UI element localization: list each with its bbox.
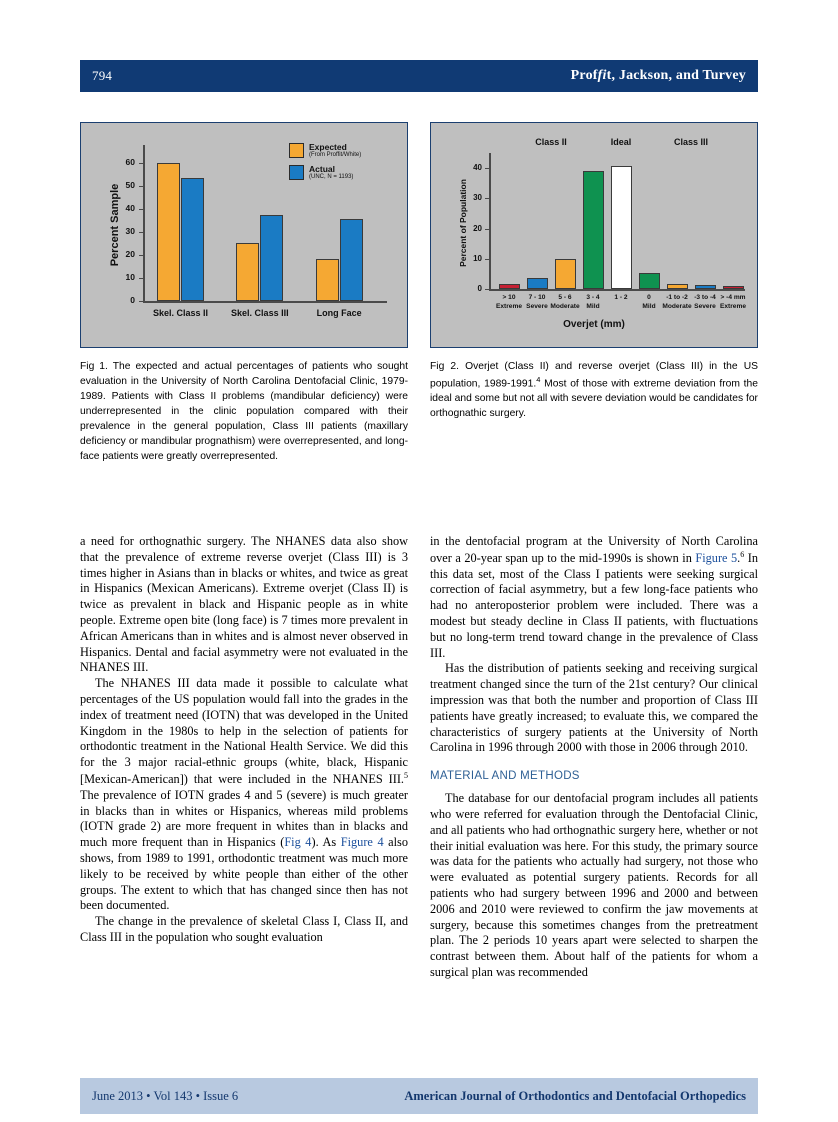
figure-2-caption <box>430 360 758 422</box>
fig2-category-label-line1: 5 - 6 <box>558 294 572 301</box>
fig1-category-label: Long Face <box>316 308 362 318</box>
fig2-y-tick-label: 0 <box>477 284 482 293</box>
fig1-y-tick <box>139 186 143 187</box>
fig1-bar <box>181 178 204 301</box>
fig1-category-label: Skel. Class II <box>152 308 209 318</box>
paragraph-text: also shows, from 1989 to 1991, orthodontic treatment was much more likely to be received by white people than either of the other groups. The extent to which that has changed since then has not been documented. <box>80 835 408 913</box>
fig1-legend-title: Expected <box>309 142 347 152</box>
figure-2-caption-part1: Fig 2. Overjet (Class II) and reverse overjet (Class III) in the US population, 1989-1991. <box>430 361 758 390</box>
paragraph-text: The database for our dentofacial program includes all patients who were referred for evaluation through the Dentofacial Clinic, and all patients who had orthognathic surgery here, whether or not their initial evaluation was here. For this study, the primary source was data for the patients who actually had surgery, not those who were evaluated as potential surgery patients. Records for all patients who had surgery between 1996 and 2000 and between 2006 and 2010 were reviewed to confirm the jaw movements at surgery, because this sometimes changes from the pretreatment plan. The 2 periods 10 years apart were selected to sharpen the contrast between them. About half of the patients for whom a surgical plan was recommended <box>430 791 758 980</box>
authors-prefix: Prof <box>570 68 598 83</box>
paragraph-text: . <box>737 550 741 565</box>
fig1-legend-text <box>309 165 353 180</box>
fig2-y-tick-label: 30 <box>473 193 482 203</box>
fig2-bar <box>695 285 716 289</box>
fig2-bar <box>639 273 660 289</box>
fig1-bar <box>236 243 259 301</box>
paragraph <box>430 661 758 756</box>
fig2-y-tick <box>485 198 489 199</box>
fig2-y-tick <box>485 259 489 260</box>
fig2-y-tick <box>485 289 489 290</box>
fig2-category-label-line1: > 10 <box>502 294 516 301</box>
paragraph-text: The prevalence of IOTN grades 4 and 5 (severe) is much greater in blacks than in whites or Hispanics, whereas mild problems (IOTN grade 2) are more frequent in whites than in blacks and much more frequent than in Hispanics ( <box>80 787 408 850</box>
figure-xref[interactable]: Figure 5 <box>695 550 738 565</box>
paragraph-text: Has the distribution of patients seeking and receiving surgical treatment changed since the turn of the 21st century? Our clinical impression was that both the number and proportion of Class III patients have greatly increased; to evaluate this, we compared the characteristics of surgery patients at the University of North Carolina in 1996 through 2000 with those in 2006 through 2010. <box>430 661 758 755</box>
fig1-y-tick-label: 40 <box>125 202 135 213</box>
fig1-legend-title: Actual <box>309 164 335 175</box>
fig1-y-tick <box>139 209 143 210</box>
authors-suffix: t, Jackson, and Turvey <box>606 68 746 83</box>
fig1-y-tick <box>139 163 143 164</box>
footer-issue: June 2013 • Vol 143 • Issue 6 <box>92 1088 239 1103</box>
fig1-legend-swatch <box>289 143 304 158</box>
fig1-y-tick-label: 10 <box>125 271 135 282</box>
figure-2-chart <box>431 123 757 347</box>
figure-xref[interactable]: Figure 4 <box>340 835 384 850</box>
fig2-category-label-line1: > -4 mm <box>720 294 746 301</box>
page-number: 794 <box>92 68 113 83</box>
fig2-group-label: Class II <box>535 137 567 147</box>
paragraph <box>430 791 758 981</box>
fig1-y-tick-label: 30 <box>125 225 135 236</box>
fig1-y-tick <box>139 301 143 302</box>
fig2-y-tick-label: 40 <box>473 163 482 173</box>
figure-2-caption-part2: Most of those with extreme deviation from the ideal and some but not all with severe deviation would be candidates for orthognathic surgery. <box>430 378 759 420</box>
fig2-x-axis <box>489 289 745 291</box>
citation-ref: 5 <box>404 770 408 780</box>
fig2-bar <box>611 166 632 289</box>
fig1-x-axis <box>143 301 387 303</box>
fig2-bar <box>555 259 576 289</box>
fig2-category-label-line1: -3 to -4 <box>694 294 716 301</box>
figure-xref[interactable]: Fig 4 <box>284 835 312 850</box>
fig2-category-label-line2: Mild <box>642 302 656 310</box>
section-heading: MATERIAL AND METHODS <box>430 770 580 783</box>
paragraph-text: The change in the prevalence of skeletal Class I, Class II, and Class III in the population who sought evaluation <box>80 914 408 945</box>
figure-1-chart <box>81 123 407 347</box>
figures-row <box>80 122 758 464</box>
figure-1 <box>80 122 408 464</box>
fig1-y-tick <box>139 278 143 279</box>
fig1-category-label: Skel. Class III <box>231 308 289 318</box>
running-head <box>80 60 758 92</box>
paragraph-text: in the dentofacial program at the University of North Carolina over a 20-year span up to the mid-1990s is shown in <box>430 534 758 565</box>
fig2-category-label-line2: Severe <box>526 302 548 310</box>
fig1-bar <box>260 215 283 301</box>
fig1-y-tick <box>139 255 143 256</box>
fig2-category-label-line1: 7 - 10 <box>528 294 546 301</box>
footer-journal-title: American Journal of Orthodontics and Dentofacial Orthopedics <box>404 1088 746 1103</box>
right-column <box>430 534 758 1039</box>
running-head-authors <box>571 68 746 84</box>
fig2-category-label-line2: Mild <box>586 302 600 310</box>
fig2-y-axis-title: Percent of Population <box>458 179 468 267</box>
fig2-bar <box>667 284 688 289</box>
fig2-category-label-line2: Severe <box>694 302 716 310</box>
fig1-y-axis <box>143 145 145 301</box>
fig2-category-label-line2: Extreme <box>495 302 523 310</box>
figure-2-caption-ref: 4 <box>536 374 541 384</box>
fig1-legend-subtitle: (UNC, N = 1193) <box>309 174 354 181</box>
fig2-category-label-line1: 3 - 4 <box>586 294 600 301</box>
fig2-category-label <box>716 294 750 312</box>
paragraph-text: ). As <box>311 835 341 850</box>
fig1-legend-item <box>289 143 361 158</box>
paragraph <box>80 534 408 676</box>
fig1-legend <box>289 143 361 187</box>
fig2-bar <box>723 286 744 289</box>
fig1-legend-item <box>289 165 361 180</box>
fig1-legend-text <box>309 143 361 158</box>
paragraph-text: In this data set, most of the Class I patients were seeking surgical correction of facial asymmetry, but a few long-face patients who had no anteroposterior problem were included. There was a modest but steady decline in Class II patients, with fluctuations but no long-term trend toward change in the prevalence of Class III. <box>430 550 758 660</box>
fig1-y-tick-label: 0 <box>130 295 135 305</box>
fig1-bar <box>340 219 363 301</box>
fig2-y-axis <box>489 153 491 289</box>
body-columns <box>80 534 758 1039</box>
fig1-bar <box>157 163 180 301</box>
page-footer <box>80 1078 758 1114</box>
fig2-group-label: Class III <box>673 137 709 147</box>
fig2-category-label-line2: Moderate <box>662 302 692 310</box>
paragraph <box>80 914 408 946</box>
fig2-category-label-line1: 0 <box>647 294 651 301</box>
fig2-category-label-line2: Moderate <box>550 302 580 310</box>
figure-2 <box>430 122 758 464</box>
citation-ref: 6 <box>740 549 745 559</box>
fig1-legend-swatch <box>289 165 304 180</box>
fig1-legend-subtitle: (From Proffit/White) <box>309 151 362 158</box>
fig1-y-tick-label: 60 <box>125 156 135 167</box>
paragraph <box>430 534 758 661</box>
figure-1-caption: Fig 1. The expected and actual percentages of patients who sought evaluation in the University of North Carolina Dentofacial Clinic, 1979-1989. Patients with Class II problems (mandibular deficiency) were underrepresented in the clinic population compared with their prevalence in the general population, Class III patients (maxillary deficiency or mandibular prognathism) were overrepresented, and long-face patients were greatly overrepresented. <box>80 361 408 462</box>
fig2-category-label-line1: 1 - 2 <box>614 294 628 301</box>
fig2-group-label: Ideal <box>610 137 632 147</box>
fig2-category-label-line1: -1 to -2 <box>666 294 688 301</box>
fig1-y-tick-label: 50 <box>125 179 135 190</box>
figure-2-frame <box>430 122 758 348</box>
figure-1-frame <box>80 122 408 348</box>
left-column <box>80 534 408 1039</box>
fig2-y-tick <box>485 168 489 169</box>
fig1-y-tick-label: 20 <box>125 248 135 259</box>
fig2-bar <box>499 284 520 289</box>
fig2-category-label-line2: Extreme <box>719 302 747 310</box>
authors-italic: fi <box>597 68 607 83</box>
paragraph-text: a need for orthognathic surgery. The NHANES data also show that the prevalence of extreme reverse overjet (Class III) is 3 times higher in Asians than in blacks or whites, and twice as great in Hispanics (Mexican Americans). Extreme overjet (Class II) is twice as prevalent in black and Hispanic people as in white people. Extreme open bite (long face) is 7 times more prevalent in African Americans than in whites and is almost never observed in Hispanics. Dental and facial asymmetry were not evaluated in the NHANES III. <box>80 534 408 675</box>
fig2-y-tick <box>485 229 489 230</box>
fig2-y-tick-label: 10 <box>473 253 482 263</box>
paragraph-text: The NHANES III data made it possible to calculate what percentages of the US population would fall into the grades in the index of treatment need (IOTN) that was developed in the United Kingdom in the 1980s to help in the selection of patients for orthodontic treatment in the National Health Service. We did this for the 3 major racial-ethnic groups (white, black, Hispanic [Mexican-American]) that were included in the NHANES III. <box>80 676 408 787</box>
fig2-bar <box>583 171 604 289</box>
fig1-y-tick <box>139 232 143 233</box>
fig1-y-axis-title: Percent Sample <box>109 183 121 267</box>
fig2-bar <box>527 278 548 289</box>
fig1-bar <box>316 259 339 301</box>
paragraph <box>80 676 408 914</box>
fig2-y-tick-label: 20 <box>473 223 482 233</box>
fig2-x-axis-title: Overjet (mm) <box>563 319 625 330</box>
